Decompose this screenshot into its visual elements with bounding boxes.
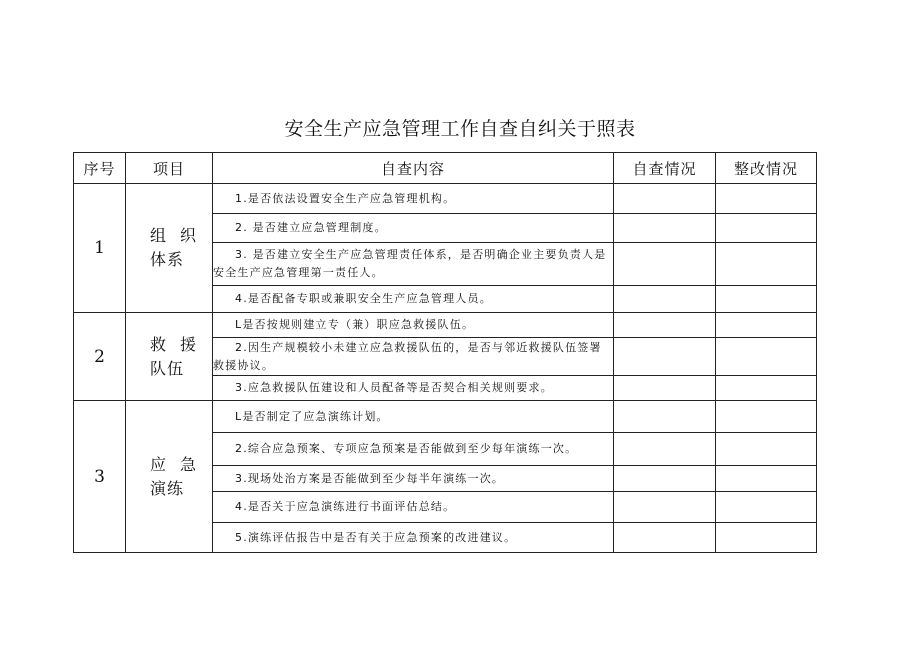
rectify-cell[interactable] (716, 184, 817, 214)
check-content-text: 5.演练评估报告中是否有关于应急预案的改进建议。 (235, 530, 517, 544)
self-check-cell[interactable] (614, 523, 716, 553)
check-content-text: 3.现场处治方案是否能做到至少每半年演练一次。 (235, 471, 505, 485)
rectify-cell[interactable] (716, 376, 817, 401)
rectify-cell[interactable] (716, 286, 817, 313)
group-item-cell (126, 184, 213, 313)
check-content (213, 243, 614, 286)
check-content-text: L是否按规则建立专（兼）职应急救援队伍。 (235, 318, 475, 331)
header-row (74, 153, 817, 184)
check-content (213, 184, 614, 214)
header-rectify: 整改情况 (716, 153, 817, 184)
check-content (213, 214, 614, 243)
header-content: 自查内容 (213, 153, 614, 184)
group-item-line1: 组织 (150, 226, 211, 245)
check-content-text: L是否制定了应急演练计划。 (235, 409, 389, 423)
check-content (213, 338, 614, 376)
check-content-text: 2. 是否建立应急管理制度。 (235, 221, 387, 234)
self-check-cell[interactable] (614, 401, 716, 433)
header-item: 项目 (126, 153, 213, 184)
group-item-line2: 体系 (150, 250, 185, 269)
rectify-cell[interactable] (716, 492, 817, 523)
self-check-cell[interactable] (614, 466, 716, 492)
self-check-cell[interactable] (614, 286, 716, 313)
check-content (213, 466, 614, 492)
rectify-cell[interactable] (716, 433, 817, 466)
check-content-text: 2.因生产规模较小未建立应急救援队伍的，是否与邻近救援队伍签署救援协议。 (213, 340, 602, 372)
rectify-cell[interactable] (716, 523, 817, 553)
rectify-cell[interactable] (716, 401, 817, 433)
group-item-line2: 队伍 (150, 358, 185, 378)
group-item-cell (126, 313, 213, 401)
check-content-text: 3.应急救援队伍建设和人员配备等是否契合相关规则要求。 (235, 381, 553, 394)
check-content-text: 1.是否依法设置安全生产应急管理机构。 (235, 191, 456, 205)
rectify-cell[interactable] (716, 313, 817, 338)
check-content-text: 4.是否配备专职或兼职安全生产应急管理人员。 (235, 292, 492, 305)
check-content (213, 376, 614, 401)
rectify-cell[interactable] (716, 338, 817, 376)
group-number: 1 (74, 184, 126, 313)
check-content-text: 2.综合应急预案、专项应急预案是否能做到至少每年演练一次。 (235, 442, 578, 455)
self-check-cell[interactable] (614, 184, 716, 214)
check-content (213, 523, 614, 553)
table-row (74, 313, 817, 338)
self-check-cell[interactable] (614, 433, 716, 466)
check-content (213, 401, 614, 433)
header-no: 序号 (74, 153, 126, 184)
header-self-check: 自查情况 (614, 153, 716, 184)
self-check-table (73, 152, 817, 553)
group-number: 2 (74, 313, 126, 401)
self-check-cell[interactable] (614, 243, 716, 286)
self-check-cell[interactable] (614, 376, 716, 401)
group-item-cell (126, 401, 213, 553)
check-content-text: 3. 是否建立安全生产应急管理责任体系，是否明确企业主要负责人是安全生产应急管理第一责任人。 (213, 248, 607, 279)
group-number: 3 (74, 401, 126, 553)
rectify-cell[interactable] (716, 214, 817, 243)
group-item-line2: 演练 (150, 478, 185, 498)
check-content (213, 313, 614, 338)
table-row (74, 184, 817, 214)
group-item-line1: 救援 (150, 334, 211, 354)
check-content (213, 433, 614, 466)
rectify-cell[interactable] (716, 466, 817, 492)
self-check-cell[interactable] (614, 313, 716, 338)
check-content-text: 4.是否关于应急演练进行书面评估总结。 (235, 500, 456, 513)
check-content (213, 492, 614, 523)
rectify-cell[interactable] (716, 243, 817, 286)
self-check-cell[interactable] (614, 338, 716, 376)
group-item-line1: 应急 (150, 454, 211, 474)
page-title: 安全生产应急管理工作自查自纠关于照表 (284, 118, 636, 140)
table-row (74, 401, 817, 433)
self-check-cell[interactable] (614, 492, 716, 523)
self-check-cell[interactable] (614, 214, 716, 243)
check-content (213, 286, 614, 313)
